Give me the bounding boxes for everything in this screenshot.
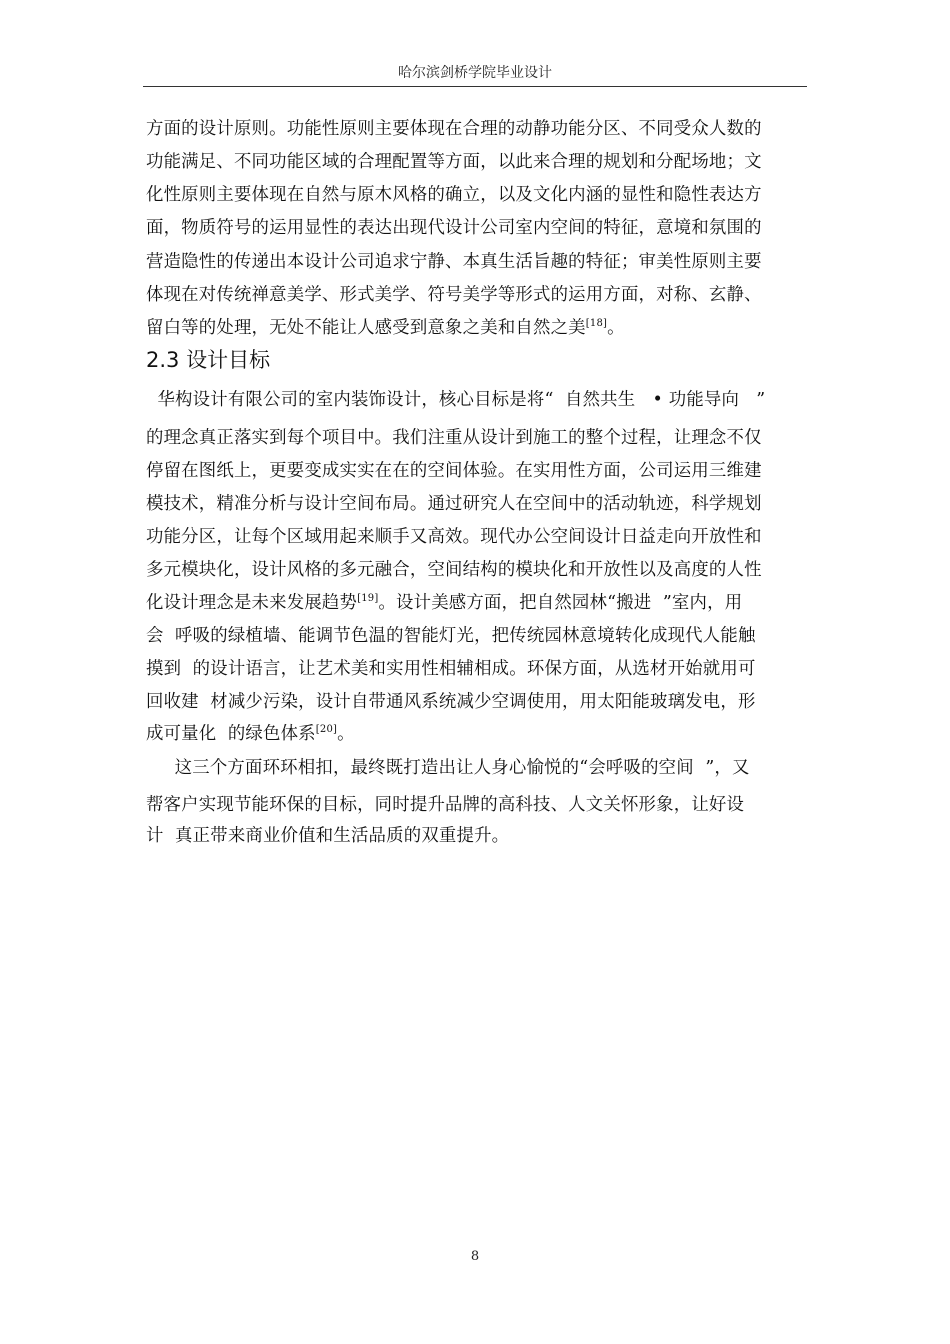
text-line: 方面的设计原则。功能性原则主要体现在合理的动静功能分区、不同受众人数的 bbox=[146, 119, 762, 139]
citation-20: [20] bbox=[315, 724, 338, 735]
text-line: 功能满足、不同功能区域的合理配置等方面，以此来合理的规划和分配场地；文 bbox=[146, 152, 762, 172]
text-line: 这三个方面环环相扣，最终既打造出让人身心愉悦的“会呼吸的空间 ”，又 bbox=[146, 758, 750, 778]
text-line: 停留在图纸上，更要变成实实在在的空间体验。在实用性方面，公司运用三维建 bbox=[146, 461, 762, 481]
text-line bbox=[146, 722, 355, 746]
text-line bbox=[146, 591, 742, 615]
header-divider bbox=[143, 86, 807, 87]
text-line: 计 真正带来商业价值和生活品质的双重提升。 bbox=[146, 826, 510, 846]
text-segment: 化设计理念是未来发展趋势 bbox=[146, 593, 358, 613]
text-line: 面，物质符号的运用显性的表达出现代设计公司室内空间的特征，意境和氛围的 bbox=[146, 218, 762, 238]
text-line: 模技术，精准分析与设计空间布局。通过研究人在空间中的活动轨迹，科学规划 bbox=[146, 494, 762, 514]
text-line: 摸到 的设计语言，让艺术美和实用性相辅相成。环保方面，从选材开始就用可 bbox=[146, 659, 756, 679]
text-line: 功能分区，让每个区域用起来顺手又高效。现代办公空间设计日益走向开放性和 bbox=[146, 527, 762, 547]
section-heading: 2.3 设计目标 bbox=[146, 348, 271, 372]
page-number: 8 bbox=[470, 1249, 480, 1264]
citation-19: [19] bbox=[357, 593, 379, 604]
text-line: 营造隐性的传递出本设计公司追求宁静、本真生活旨趣的特征；审美性原则主要 bbox=[146, 252, 762, 272]
text-line: 多元模块化，设计风格的多元融合，空间结构的模块化和开放性以及高度的人性 bbox=[146, 560, 762, 580]
citation-18: [18] bbox=[585, 318, 608, 329]
text-line bbox=[146, 316, 625, 340]
header-title: 哈尔滨剑桥学院毕业设计 bbox=[398, 65, 552, 81]
text-segment: 。设计美感方面，把自然园林“搬进 ”室内，用 bbox=[378, 593, 743, 613]
text-line: 回收建 材减少污染，设计自带通风系统减少空调使用，用太阳能玻璃发电，形 bbox=[146, 692, 756, 712]
text-line: 华构设计有限公司的室内装饰设计，核心目标是将“ 自然共生 • 功能导向 ” bbox=[146, 390, 766, 410]
text-line: 会 呼吸的绿植墙、能调节色温的智能灯光，把传统园林意境转化成现代人能触 bbox=[146, 626, 756, 646]
text-segment: 留白等的处理，无处不能让人感受到意象之美和自然之美 bbox=[146, 318, 586, 338]
text-segment: 。 bbox=[607, 318, 625, 338]
text-line: 化性原则主要体现在自然与原木风格的确立，以及文化内涵的显性和隐性表达方 bbox=[146, 185, 762, 205]
text-segment: 。 bbox=[337, 724, 355, 744]
text-line: 体现在对传统禅意美学、形式美学、符号美学等形式的运用方面，对称、玄静、 bbox=[146, 285, 762, 305]
text-segment: 成可量化 的绿色体系 bbox=[146, 724, 316, 744]
text-line: 帮客户实现节能环保的目标，同时提升品牌的高科技、人文关怀形象，让好设 bbox=[146, 795, 745, 815]
text-line: 的理念真正落实到每个项目中。我们注重从设计到施工的整个过程，让理念不仅 bbox=[146, 428, 762, 448]
